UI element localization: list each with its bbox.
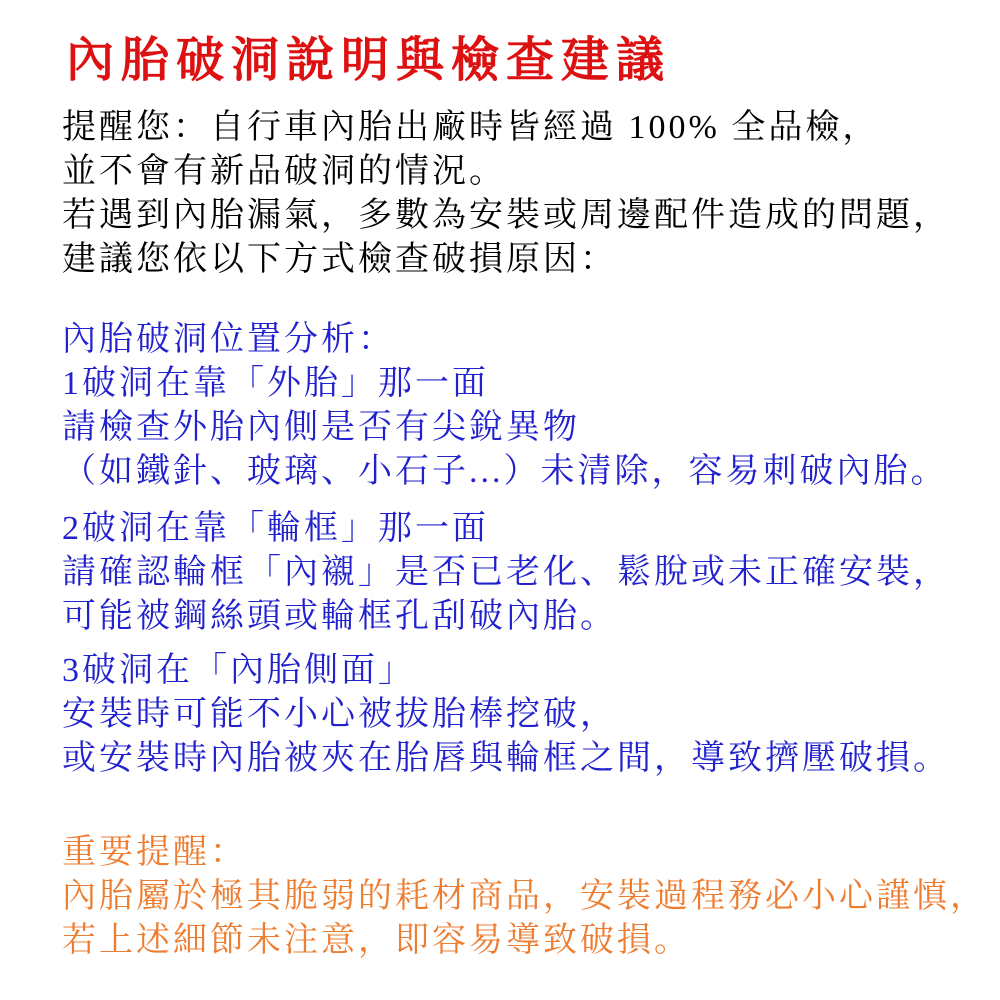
- intro-line: 並不會有新品破洞的情況。: [62, 153, 506, 190]
- intro-line: 建議您依以下方式檢查破損原因：: [62, 241, 617, 278]
- analysis-line: 可能被鋼絲頭或輪框孔刮破內胎。: [62, 598, 617, 635]
- intro-line: 提醒您：自行車內胎出廠時皆經過 100% 全品檢，: [62, 109, 880, 146]
- analysis-section-1: [62, 318, 970, 494]
- important-heading: 重要提醒：: [62, 834, 247, 871]
- analysis-line: （如鐵針、玻璃、小石子...）未清除，容易刺破內胎。: [62, 453, 948, 490]
- analysis-heading: 內胎破洞位置分析：: [62, 321, 395, 358]
- important-reminder: [62, 831, 987, 963]
- analysis-section-2: [62, 507, 970, 639]
- analysis-line: 請確認輪框「內襯」是否已老化、鬆脫或未正確安裝，: [62, 554, 950, 591]
- analysis-section-3: [62, 649, 970, 781]
- intro-line: 若遇到內胎漏氣，多數為安裝或周邊配件造成的問題，: [62, 197, 950, 234]
- analysis-line: 1破洞在靠「外胎」那一面: [62, 365, 489, 402]
- document-body: [0, 106, 1000, 963]
- important-line: 內胎屬於極其脆弱的耗材商品，安裝過程務必小心謹慎，: [62, 878, 987, 915]
- intro-paragraph: [62, 106, 970, 282]
- important-line: 若上述細節未注意，即容易導致破損。: [62, 922, 691, 959]
- analysis-line: 3破洞在「內胎側面」: [62, 652, 415, 689]
- analysis-line: 安裝時可能不小心被拔胎棒挖破，: [62, 696, 617, 733]
- analysis-line: 請檢查外胎內側是否有尖銳異物: [62, 409, 580, 446]
- analysis-line: 或安裝時內胎被夾在胎唇與輪框之間，導致擠壓破損。: [62, 740, 950, 777]
- page-title: 內胎破洞說明與檢查建議: [66, 34, 672, 87]
- analysis-line: 2破洞在靠「輪框」那一面: [62, 510, 489, 547]
